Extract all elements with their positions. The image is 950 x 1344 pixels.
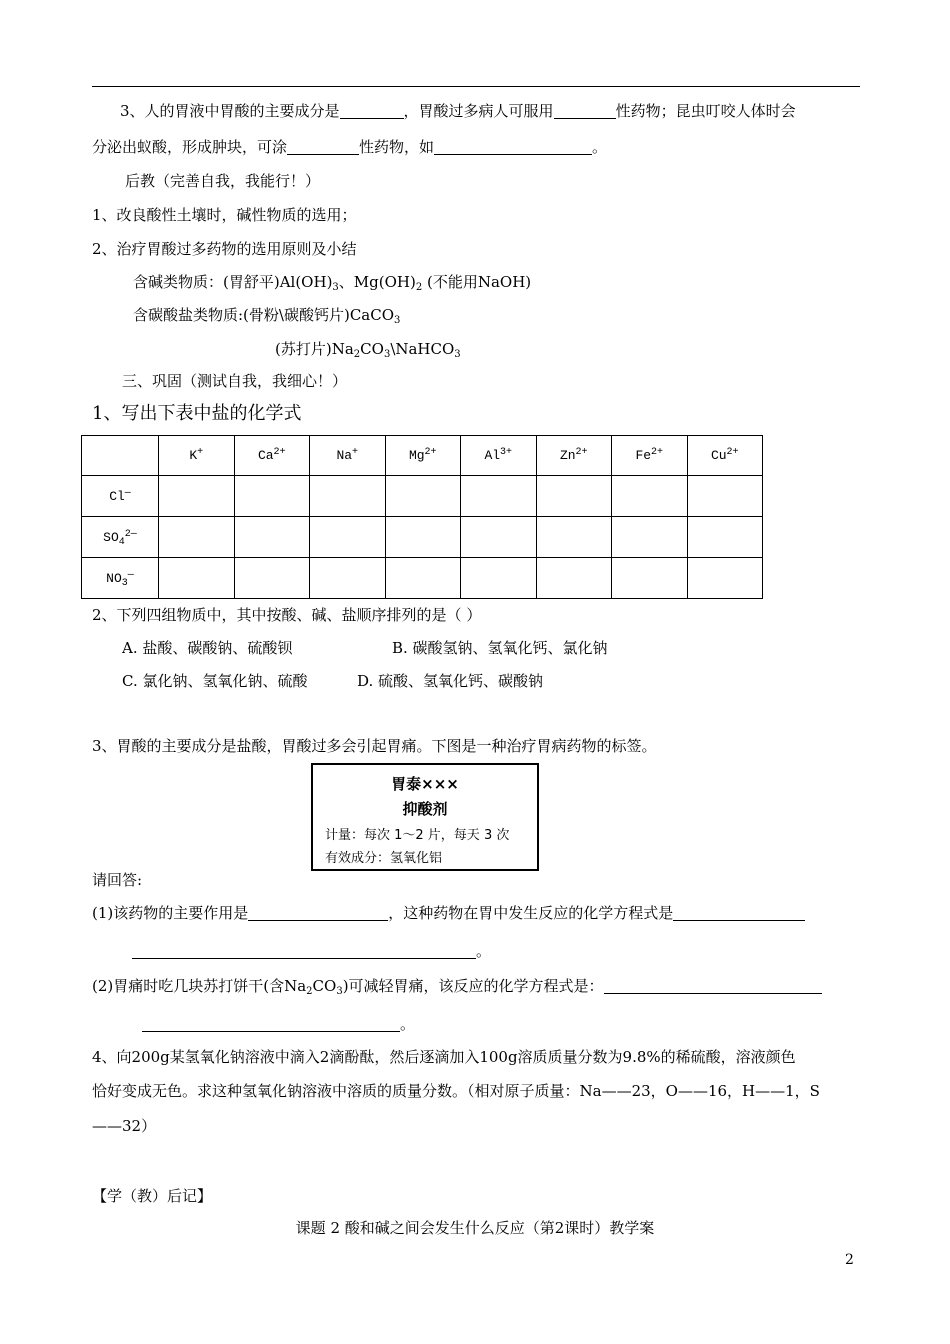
answer-blank[interactable] <box>554 102 616 119</box>
answer-cell[interactable] <box>461 476 537 517</box>
ion-charge: 2+ <box>273 447 286 458</box>
ion-symbol: NO <box>106 570 122 586</box>
ion-symbol: Fe <box>635 448 652 463</box>
sub-question-2-line-1 <box>92 976 822 996</box>
subscript: 2 <box>353 349 361 360</box>
subscript: 3 <box>336 986 343 997</box>
answer-cell[interactable] <box>536 558 612 599</box>
subscript: 2 <box>306 986 313 997</box>
subscript: 3 <box>394 315 401 326</box>
ion-symbol: Ca <box>257 448 274 463</box>
question-1-title: 1、写出下表中盐的化学式 <box>92 403 302 424</box>
ion-charge: 2+ <box>651 447 664 458</box>
question-2-stem: 2、下列四组物质中，其中按酸、碱、盐顺序排列的是（ ） <box>92 606 482 624</box>
anion-header <box>82 558 159 599</box>
text: 分泌出蚁酸，形成肿块，可涂 <box>92 138 288 156</box>
subscript: 2 <box>415 282 423 293</box>
text: ，这种药物在胃中发生反应的化学方程式是 <box>388 904 674 922</box>
lesson-title: 课题 2 酸和碱之间会发生什么反应（第2课时）教学案 <box>295 1219 655 1237</box>
intro-question-line-2 <box>92 137 607 157</box>
subscript: 3 <box>454 349 461 360</box>
question-3-stem: 3、胃酸的主要成分是盐酸，胃酸过多会引起胃痛。下图是一种治疗胃病药物的标签。 <box>92 737 657 755</box>
option-d: D. 硫酸、氢氧化钙、碳酸钠 <box>357 672 544 690</box>
question-4-line-3: ——32） <box>92 1117 157 1135</box>
answer-cell[interactable] <box>536 517 612 558</box>
text: (苏打片)Na <box>275 340 354 358</box>
ion-charge: 2— <box>124 528 137 540</box>
answer-cell[interactable] <box>461 517 537 558</box>
anion-header <box>82 476 159 517</box>
ion-symbol: Cl <box>109 488 125 504</box>
answer-cell[interactable] <box>536 476 612 517</box>
text: CO <box>312 977 337 995</box>
medicine-ingredient: 有效成分：氢氧化铝 <box>325 851 443 866</box>
intro-question-line-1 <box>120 101 796 121</box>
answer-cell[interactable] <box>385 517 461 558</box>
table-header-row <box>82 436 763 476</box>
answer-cell[interactable] <box>687 517 763 558</box>
cation-header <box>234 436 310 476</box>
text: 性药物；昆虫叮咬人体时会 <box>615 102 796 120</box>
option-a: A. 盐酸、碳酸钠、硫酸钡 <box>122 639 293 657</box>
sub-question-2-line-2 <box>142 1014 415 1034</box>
item-1: 1、改良酸性土壤时，碱性物质的选用； <box>92 206 357 224</box>
ion-charge: + <box>352 447 359 458</box>
table-row <box>82 558 763 599</box>
text: 3、人的胃液中胃酸的主要成分是 <box>120 102 340 120</box>
ion-symbol: Mg <box>408 448 425 463</box>
answer-blank[interactable] <box>673 904 805 921</box>
question-4-line-2: 恰好变成无色。求这种氢氧化钠溶液中溶质的质量分数。（相对原子质量：Na——23，O——16，H——1，S <box>92 1082 820 1100</box>
section-3-heading: 三、巩固（测试自我，我细心！） <box>122 372 348 390</box>
ion-charge: 2+ <box>424 447 437 458</box>
text: (不能用NaOH) <box>422 273 532 291</box>
answer-cell[interactable] <box>159 517 235 558</box>
cation-header <box>687 436 763 476</box>
medicine-type: 抑酸剂 <box>402 800 448 818</box>
option-c: C. 氯化钠、氢氧化钠、硫酸 <box>122 672 308 690</box>
subscript: 3 <box>383 349 391 360</box>
ion-charge: — <box>127 569 134 581</box>
text: 含碱类物质：(胃舒平)Al(OH) <box>133 273 333 291</box>
table-corner-cell <box>82 436 159 476</box>
cation-header <box>536 436 612 476</box>
cation-header <box>310 436 386 476</box>
text: 、Mg(OH) <box>338 273 416 291</box>
medicine-label <box>311 763 539 871</box>
ion-symbol: Al <box>484 448 501 463</box>
carbonate-substances-line <box>133 305 400 325</box>
answer-cell[interactable] <box>385 558 461 599</box>
ion-charge: + <box>197 447 204 458</box>
ion-symbol: Zn <box>559 448 576 463</box>
answer-prompt: 请回答: <box>92 871 143 889</box>
ion-symbol: K <box>189 448 198 463</box>
answer-cell[interactable] <box>159 558 235 599</box>
ion-symbol: Cu <box>710 448 727 463</box>
ion-charge: 2+ <box>575 447 588 458</box>
answer-cell[interactable] <box>612 476 688 517</box>
salt-formula-table <box>81 435 763 599</box>
cation-header <box>612 436 688 476</box>
afterword-heading: 【学（教）后记】 <box>92 1187 213 1205</box>
base-substances-line <box>133 272 531 292</box>
text: 含碳酸盐类物质:(骨粉\碳酸钙片)CaCO <box>133 306 395 324</box>
sub-question-1-line-1 <box>92 903 805 923</box>
answer-cell[interactable] <box>234 558 310 599</box>
answer-blank[interactable] <box>604 977 822 994</box>
page-number: 2 <box>845 1252 854 1268</box>
table-row <box>82 517 763 558</box>
anion-header <box>82 517 159 558</box>
cation-header <box>385 436 461 476</box>
ion-charge: — <box>124 487 131 499</box>
sodium-carbonate-line <box>275 339 461 359</box>
answer-cell[interactable] <box>159 476 235 517</box>
table-row <box>82 476 763 517</box>
ion-symbol: SO <box>103 529 119 545</box>
option-b: B. 碳酸氢钠、氢氧化钙、氯化钠 <box>392 639 608 657</box>
answer-blank[interactable] <box>132 942 476 959</box>
ion-symbol: Na <box>336 448 353 463</box>
header-rule <box>92 86 860 87</box>
answer-cell[interactable] <box>310 517 386 558</box>
text: (2)胃痛时吃几块苏打饼干(含Na <box>92 977 307 995</box>
text: CO <box>360 340 384 358</box>
answer-cell[interactable] <box>461 558 537 599</box>
answer-blank[interactable] <box>340 102 404 119</box>
answer-blank[interactable] <box>248 904 388 921</box>
text: 。 <box>400 1015 416 1033</box>
text: ，胃酸过多病人可服用 <box>403 102 554 120</box>
text: 性药物，如 <box>359 138 435 156</box>
cation-header <box>461 436 537 476</box>
text: 。 <box>592 138 608 156</box>
answer-cell[interactable] <box>612 558 688 599</box>
ion-charge: 3+ <box>500 447 513 458</box>
medicine-dose: 计量：每次 1～2 片，每天 3 次 <box>325 828 510 843</box>
answer-cell[interactable] <box>612 517 688 558</box>
text: \NaHCO <box>390 340 455 358</box>
answer-cell[interactable] <box>310 476 386 517</box>
answer-blank[interactable] <box>287 138 359 155</box>
text: 。 <box>476 942 492 960</box>
answer-cell[interactable] <box>687 558 763 599</box>
ion-charge: 2+ <box>726 447 739 458</box>
subscript: 3 <box>332 282 339 293</box>
answer-blank[interactable] <box>434 138 592 155</box>
answer-cell[interactable] <box>234 476 310 517</box>
answer-blank[interactable] <box>142 1015 400 1032</box>
answer-cell[interactable] <box>310 558 386 599</box>
ion-subscript: 3 <box>121 577 128 589</box>
answer-cell[interactable] <box>234 517 310 558</box>
question-4-line-1: 4、向200g某氢氧化钠溶液中滴入2滴酚酞，然后逐滴加入100g溶质质量分数为9.8%的稀硫酸，溶液颜色 <box>92 1048 796 1066</box>
item-2: 2、治疗胃酸过多药物的选用原则及小结 <box>92 240 357 258</box>
ion-subscript: 4 <box>118 536 125 548</box>
cation-header <box>159 436 235 476</box>
medicine-name: 胃泰××× <box>391 775 459 793</box>
sub-question-1-line-2 <box>132 941 491 961</box>
answer-cell[interactable] <box>687 476 763 517</box>
text: )可减轻胃痛，该反应的化学方程式是： <box>342 977 604 995</box>
houjiao-heading: 后教（完善自我，我能行！） <box>125 172 321 190</box>
answer-cell[interactable] <box>385 476 461 517</box>
text: (1)该药物的主要作用是 <box>92 904 249 922</box>
